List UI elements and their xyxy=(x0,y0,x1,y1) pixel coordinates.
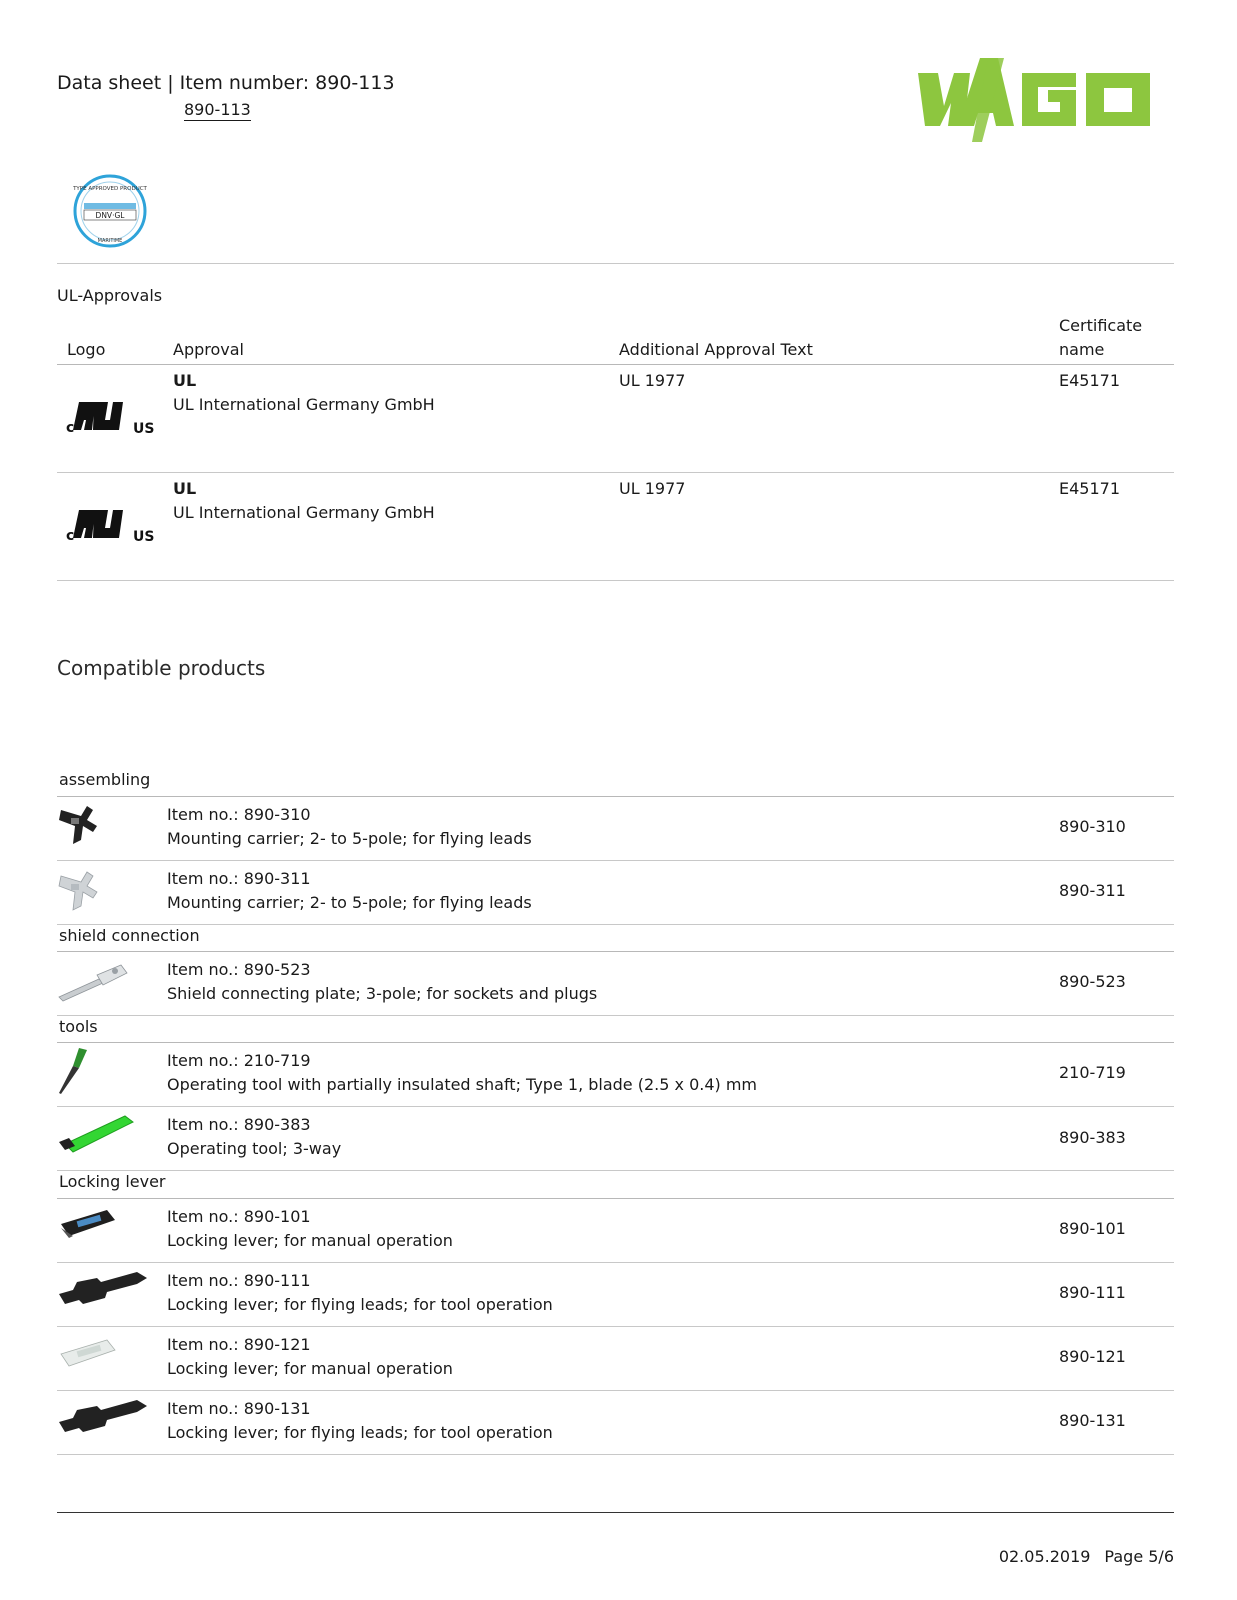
product-image-890-523 xyxy=(57,957,149,1005)
product-code[interactable]: 890-101 xyxy=(1059,1219,1126,1238)
product-item-no[interactable]: Item no.: 890-523 xyxy=(167,960,311,979)
ul-logo-text: cULus xyxy=(111,544,114,545)
product-desc: Operating tool with partially insulated shaft; Type 1, blade (2.5 x 0.4) mm xyxy=(167,1075,758,1094)
approval-cert: E45171 xyxy=(1059,479,1121,498)
row-divider xyxy=(57,1326,1174,1327)
compatible-products-title: Compatible products xyxy=(57,656,266,680)
product-image-890-131 xyxy=(57,1394,149,1442)
approval-org: UL International Germany GmbH xyxy=(173,503,435,522)
row-divider xyxy=(57,860,1174,861)
row-divider xyxy=(57,472,1174,473)
item-number-label: Item number: 890-113 xyxy=(179,72,395,94)
svg-text:US: US xyxy=(133,529,155,545)
category-rule xyxy=(57,951,1174,952)
category-shield-connection: shield connection xyxy=(59,926,200,945)
th-additional: Additional Approval Text xyxy=(619,340,813,359)
product-item-no[interactable]: Item no.: 890-383 xyxy=(167,1115,311,1134)
th-cert-line2: name xyxy=(1059,340,1105,359)
approval-cert: E45171 xyxy=(1059,371,1121,390)
product-desc: Locking lever; for flying leads; for tool operation xyxy=(167,1295,553,1314)
approval-additional: UL 1977 xyxy=(619,479,686,498)
product-code[interactable]: 890-131 xyxy=(1059,1411,1126,1430)
product-image-890-101 xyxy=(57,1202,149,1250)
footer xyxy=(999,1547,1174,1566)
th-cert-line1: Certificate xyxy=(1059,316,1143,335)
product-desc: Operating tool; 3-way xyxy=(167,1139,342,1158)
row-divider xyxy=(57,1262,1174,1263)
svg-text:c: c xyxy=(66,528,75,544)
dnv-bottom-text: MARITIME xyxy=(97,238,123,244)
row-divider xyxy=(57,1390,1174,1391)
footer-page: Page 5/6 xyxy=(1104,1547,1174,1566)
th-approval: Approval xyxy=(173,340,244,359)
product-image-210-719 xyxy=(57,1046,149,1094)
row-divider xyxy=(57,1454,1174,1455)
approval-name: UL xyxy=(173,479,197,498)
ul-approvals-title: UL-Approvals xyxy=(57,286,163,305)
product-code[interactable]: 210-719 xyxy=(1059,1063,1126,1082)
table-header-rule xyxy=(57,364,1174,365)
svg-text:c: c xyxy=(66,420,75,436)
product-item-no[interactable]: Item no.: 890-310 xyxy=(167,805,311,824)
wago-logo xyxy=(918,58,1174,142)
product-image-890-310 xyxy=(57,802,149,850)
item-number-link[interactable]: 890-113 xyxy=(184,100,251,119)
footer-date: 02.05.2019 xyxy=(998,1547,1091,1566)
product-desc: Mounting carrier; 2- to 5-pole; for flying leads xyxy=(167,829,532,848)
product-item-no[interactable]: Item no.: 210-719 xyxy=(167,1051,311,1070)
product-code[interactable]: 890-121 xyxy=(1059,1347,1126,1366)
divider xyxy=(57,263,1174,264)
product-code[interactable]: 890-310 xyxy=(1059,817,1126,836)
page-title xyxy=(57,72,395,94)
svg-text:US: US xyxy=(133,421,155,437)
th-certificate xyxy=(1059,314,1142,362)
dnv-name: DNV·GL xyxy=(95,211,125,220)
row-divider xyxy=(57,1106,1174,1107)
title-separator: | xyxy=(167,72,174,94)
row-divider xyxy=(57,924,1174,925)
category-rule xyxy=(57,796,1174,797)
product-item-no[interactable]: Item no.: 890-311 xyxy=(167,869,311,888)
product-item-no[interactable]: Item no.: 890-131 xyxy=(167,1399,311,1418)
category-rule xyxy=(57,1198,1174,1199)
th-logo: Logo xyxy=(67,340,106,359)
approval-name: UL xyxy=(173,371,197,390)
product-item-no[interactable]: Item no.: 890-101 xyxy=(167,1207,311,1226)
approval-org: UL International Germany GmbH xyxy=(173,395,435,414)
culus-logo xyxy=(66,400,156,438)
product-desc: Locking lever; for flying leads; for tool operation xyxy=(167,1423,553,1442)
product-desc: Locking lever; for manual operation xyxy=(167,1359,453,1378)
product-code[interactable]: 890-523 xyxy=(1059,972,1126,991)
row-divider xyxy=(57,580,1174,581)
approval-additional: UL 1977 xyxy=(619,371,686,390)
product-image-890-383 xyxy=(57,1110,149,1158)
doc-type: Data sheet xyxy=(57,72,162,94)
product-desc: Shield connecting plate; 3-pole; for sockets and plugs xyxy=(167,984,598,1003)
product-desc: Mounting carrier; 2- to 5-pole; for flying leads xyxy=(167,893,532,912)
dnv-top-text: TYPE APPROVED PRODUCT xyxy=(73,186,147,192)
dnv-gl-badge xyxy=(70,170,150,252)
product-code[interactable]: 890-311 xyxy=(1059,881,1126,900)
product-item-no[interactable]: Item no.: 890-111 xyxy=(167,1271,311,1290)
product-image-890-121 xyxy=(57,1330,149,1378)
category-tools: tools xyxy=(59,1017,98,1036)
product-image-890-111 xyxy=(57,1266,149,1314)
product-item-no[interactable]: Item no.: 890-121 xyxy=(167,1335,311,1354)
product-desc: Locking lever; for manual operation xyxy=(167,1231,453,1250)
category-locking-lever: Locking lever xyxy=(59,1172,166,1191)
product-code[interactable]: 890-111 xyxy=(1059,1283,1126,1302)
category-rule xyxy=(57,1042,1174,1043)
row-divider xyxy=(57,1170,1174,1171)
ul-logo-text: cULus xyxy=(111,436,114,437)
category-assembling: assembling xyxy=(59,770,151,789)
culus-logo xyxy=(66,508,156,546)
product-image-890-311 xyxy=(57,866,149,914)
row-divider xyxy=(57,1015,1174,1016)
footer-rule xyxy=(57,1512,1174,1513)
product-code[interactable]: 890-383 xyxy=(1059,1128,1126,1147)
